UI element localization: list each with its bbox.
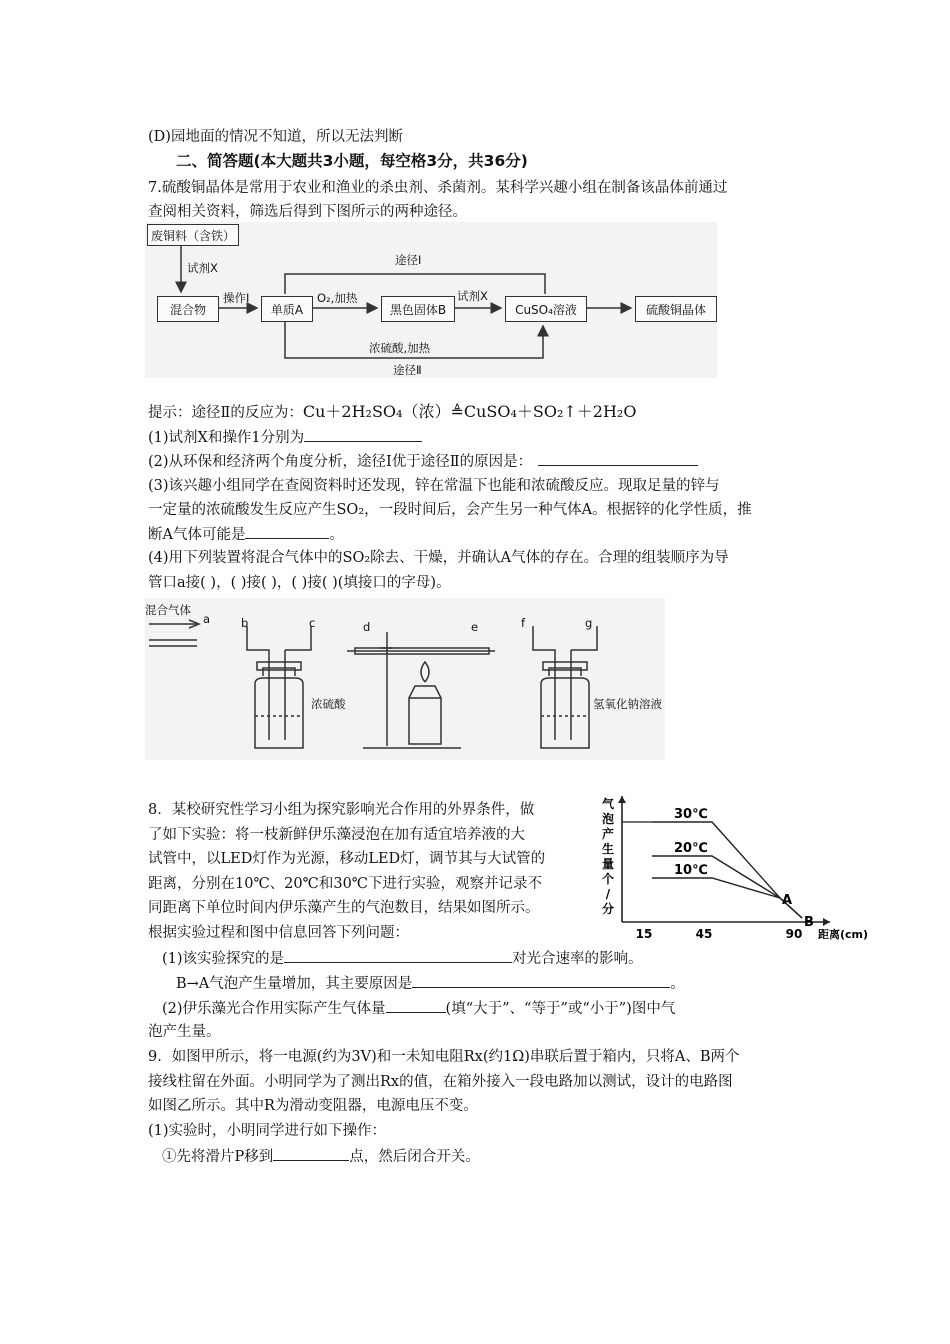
q7-part3-text: 断A气体可能是 xyxy=(148,527,246,543)
series-label: 10℃ xyxy=(674,863,708,878)
y-axis-label-char: 生 xyxy=(601,842,615,856)
crystal-box: 硫酸铜晶体 xyxy=(635,296,717,322)
hint-label: 提示：途径Ⅱ的反应为： xyxy=(148,405,303,421)
q9-step1-text: 点，然后闭合开关。 xyxy=(349,1149,480,1165)
q7-part3-text: 。 xyxy=(329,527,344,543)
y-axis-label-char: 泡 xyxy=(601,812,615,826)
point-label-a: A xyxy=(782,893,793,908)
route-1-label: 途径Ⅰ xyxy=(395,253,422,267)
answer-blank[interactable] xyxy=(304,427,422,442)
y-axis-label-char: 分 xyxy=(601,902,615,916)
q8-part1b xyxy=(176,973,685,994)
series-line xyxy=(652,878,802,918)
q8-part2-text: (填“大于”、“等于”或“小于”)图中气 xyxy=(445,1001,676,1017)
element-a-box: 单质A xyxy=(261,296,313,322)
q8-part2: 泡产生量。 xyxy=(148,1024,221,1040)
q8-part2-text: (2)伊乐藻光合作用实际产生气体量 xyxy=(162,1001,386,1017)
o2-heat-label: O₂,加热 xyxy=(317,291,358,305)
q7-part1-text: (1)试剂X和操作1分别为 xyxy=(148,430,305,446)
series-label: 20℃ xyxy=(674,841,708,856)
port-g-label: g xyxy=(585,616,593,630)
answer-blank[interactable] xyxy=(245,524,329,539)
port-d-label: d xyxy=(363,620,371,634)
reagent-x-label: 试剂X xyxy=(187,261,218,275)
q7-part3: 一定量的浓硫酸发生反应产生SO₂，一段时间后，会产生另一种气体A。根据锌的化学性质，推 xyxy=(148,502,752,518)
q7-part2 xyxy=(148,451,698,472)
q9-part1: (1)实验时，小明同学进行如下操作： xyxy=(148,1123,387,1139)
hint-equation: Cu＋2H₂SO₄（浓）≜CuSO₄＋SO₂↑＋2H₂O xyxy=(302,402,637,421)
x-tick-label: 45 xyxy=(695,927,713,941)
q8-text: 8．某校研究性学习小组为探究影响光合作用的外界条件，做 xyxy=(148,802,535,818)
q8-part2 xyxy=(162,998,675,1019)
flow-diagram xyxy=(145,222,717,378)
x-tick-label: 15 xyxy=(635,927,653,941)
q8-part1b-text: B→A气泡产生量增加，其主要原因是 xyxy=(176,976,413,992)
mixture-box: 混合物 xyxy=(157,296,219,322)
x-axis-arrow xyxy=(823,918,830,926)
port-a-label: a xyxy=(203,612,211,626)
q8-part1-text: (1)该实验探究的是 xyxy=(162,951,285,967)
q9-step1 xyxy=(162,1146,480,1167)
point-label-b: B xyxy=(804,915,814,930)
port-e-label: e xyxy=(471,620,479,634)
y-axis-label-char: 量 xyxy=(601,857,615,871)
answer-blank[interactable] xyxy=(386,998,446,1013)
answer-blank[interactable] xyxy=(273,1146,349,1161)
q7-part4: 管口a接( )，( )接( )，( )接( )(填接口的字母)。 xyxy=(148,575,451,591)
port-c-label: c xyxy=(309,616,316,630)
q7-part3: (3)该兴趣小组同学在查阅资料时还发现，锌在常温下也能和浓硫酸反应。现取足量的锌与 xyxy=(148,478,720,494)
q8-text: 根据实验过程和图中信息回答下列问题： xyxy=(148,925,409,941)
bubble-chart xyxy=(598,790,869,946)
q8-part1b-text: 。 xyxy=(670,976,685,992)
cuso4-box: CuSO₄溶液 xyxy=(505,296,587,322)
q7-part2-text: (2)从环保和经济两个角度分析，途径Ⅰ优于途径Ⅱ的原因是： xyxy=(148,454,533,470)
option-d: (D)园地面的情况不知道，所以无法判断 xyxy=(148,129,403,145)
y-axis-label-char: 气 xyxy=(601,797,615,811)
series-label: 30℃ xyxy=(674,807,708,822)
q7-part4: (4)用下列装置将混合气体中的SO₂除去、干燥，并确认A气体的存在。合理的组装顺序为导 xyxy=(148,550,729,566)
conc-h2so4-label: 浓硫酸 xyxy=(311,697,346,711)
q7-text: 查阅相关资料，筛选后得到下图所示的两种途径。 xyxy=(148,204,467,220)
q8-part1 xyxy=(162,948,643,969)
waste-copper-box: 废铜料（含铁） xyxy=(147,224,239,246)
q9-text: 接线柱留在外面。小明同学为了测出Rx的值，在箱外接入一段电路加以测试，设计的电路图 xyxy=(148,1074,733,1090)
y-axis-label-char: / xyxy=(605,887,611,901)
q9-text: 9．如图甲所示，将一电源(约为3V)和一未知电阻Rx(约1Ω)串联后置于箱内，只将A、B两个 xyxy=(148,1049,740,1065)
y-axis-arrow xyxy=(618,796,626,803)
answer-blank[interactable] xyxy=(284,948,512,963)
q9-step1-text: ①先将滑片P移到 xyxy=(162,1149,274,1165)
q7-text: 7.硫酸铜晶体是常用于农业和渔业的杀虫剂、杀菌剂。某科学兴趣小组在制备该晶体前通过 xyxy=(148,180,728,196)
hint-line xyxy=(148,402,636,423)
answer-blank[interactable] xyxy=(412,973,670,988)
black-solid-box: 黑色固体B xyxy=(381,296,455,322)
section-title: 二、简答题(本大题共3小题，每空格3分，共36分) xyxy=(176,152,528,170)
route-2-label: 途径Ⅱ xyxy=(393,363,422,377)
q8-text: 同距离下单位时间内伊乐藻产生的气泡数目，结果如图所示。 xyxy=(148,900,540,916)
reagent-x-label: 试剂X xyxy=(457,289,488,303)
q8-part1-text: 对光合速率的影响。 xyxy=(512,951,643,967)
y-axis-label-char: 个 xyxy=(601,872,615,886)
q7-part3 xyxy=(148,524,344,545)
conc-acid-label: 浓硫酸,加热 xyxy=(369,341,431,355)
y-axis-label-char: 产 xyxy=(601,827,615,841)
port-b-label: b xyxy=(241,616,249,630)
x-tick-label: 90 xyxy=(785,927,803,941)
operation-1-label: 操作Ⅰ xyxy=(223,291,250,305)
q8-text: 了如下实验：将一枝新鲜伊乐藻浸泡在加有适宜培养液的大 xyxy=(148,827,525,843)
q8-text: 距离，分别在10℃、20℃和30℃下进行实验，观察并记录不 xyxy=(148,876,543,892)
q8-text: 试管中，以LED灯作为光源，移动LED灯，调节其与大试管的 xyxy=(148,851,546,867)
x-axis-label: 距离(cm) xyxy=(818,928,869,941)
q7-part1 xyxy=(148,427,422,448)
naoh-label: 氢氧化钠溶液 xyxy=(593,697,662,711)
port-f-label: f xyxy=(521,616,526,630)
apparatus-figure xyxy=(145,598,665,760)
mixed-gas-label: 混合气体 xyxy=(145,603,191,617)
answer-blank[interactable] xyxy=(538,451,698,466)
q9-text: 如图乙所示。其中R为滑动变阻器，电源电压不变。 xyxy=(148,1098,478,1114)
